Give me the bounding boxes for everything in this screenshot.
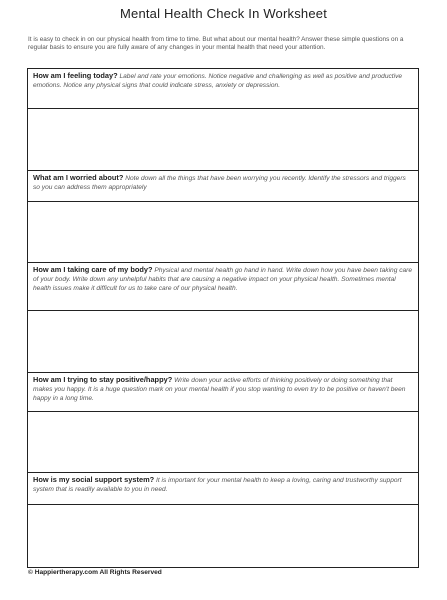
question-description: Label and rate your emotions. Notice negative and challenging as well as positive and productive emotions. Notice any physical signs that could indicate stress, anxiety or depression. [33,73,403,89]
answer-area[interactable] [28,109,418,171]
question-text: How am I trying to stay positive/happy? [33,375,173,384]
page-title: Mental Health Check In Worksheet [119,6,328,21]
worksheet-table [27,68,419,568]
section-feeling [28,69,418,171]
prompt-box [28,69,418,109]
copyright-footer: © Happiertherapy.com All Rights Reserved [28,569,162,576]
prompt-box [28,373,418,412]
intro-text: It is easy to check in on our physical health from time to time. But what about our mental health? Answer these simple questions on a regular basis to ensure you are fully aware of any changes in your mental health that need your attention. [28,36,404,51]
question-description: It is important for your mental health to keep a loving, caring and trustworthy support system that is readily available to you in need. [33,477,402,493]
section-body-care [28,263,418,373]
question-text: How am I feeling today? [33,71,118,80]
answer-area[interactable] [28,202,418,263]
section-social-support [28,473,418,567]
prompt-box [28,263,418,311]
question-description: Write down your active efforts of thinking positively or doing something that makes you happy. It is a huge question mark on your mental health if you stop wanting to even try to be positive or haven't been happy in a long time. [33,377,406,402]
prompt-box [28,473,418,505]
section-worried [28,171,418,263]
answer-area[interactable] [28,412,418,473]
prompt-box [28,171,418,202]
question-text: What am I worried about? [33,173,124,182]
question-description: Physical and mental health go hand in hand. Write down how you have been taking care of your body. Write down any unhelpful habits that are causing a negative impact on your physical health. Sometimes mental health issues make it difficult for us to take care of our physical health. [33,267,413,292]
answer-area[interactable] [28,311,418,373]
section-positive [28,373,418,473]
question-text: How am I taking care of my body? [33,265,153,274]
answer-area[interactable] [28,505,418,567]
question-text: How is my social support system? [33,475,155,484]
question-description: Note down all the things that have been worrying you recently. Identify the stressors and triggers so you can address them appropriately [33,175,406,191]
